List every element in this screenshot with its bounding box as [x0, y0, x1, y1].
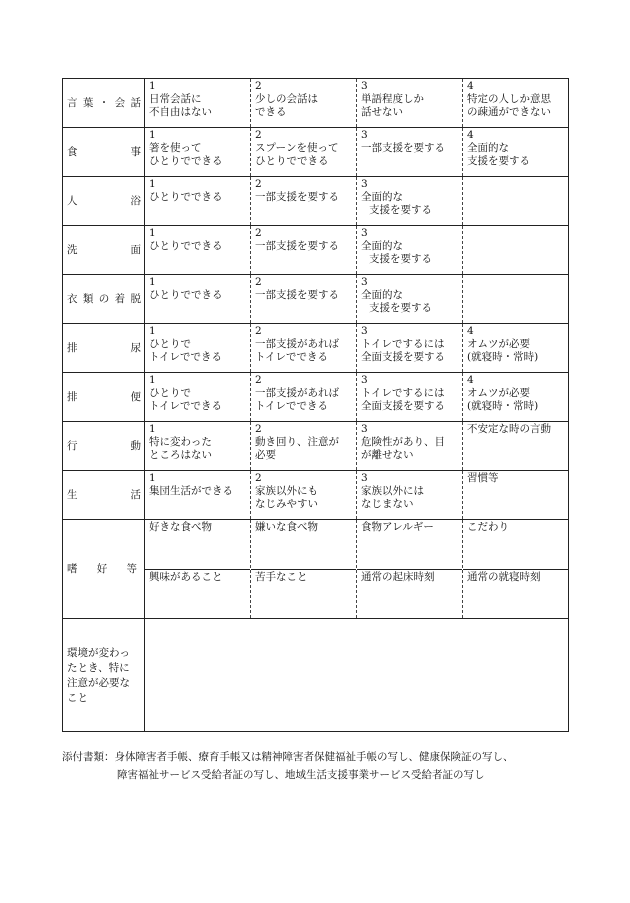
- label-char: 脱: [130, 293, 141, 305]
- option-cell: [463, 422, 569, 471]
- attachments-note: [62, 748, 582, 784]
- option-text: が離せない: [361, 449, 414, 461]
- option-text: 特定の人しか意思: [467, 93, 551, 105]
- option-cell: [357, 373, 463, 422]
- pref-food-allergy: 食物アレルギー: [361, 521, 434, 533]
- environment-label: [63, 619, 145, 732]
- option-number: 2: [255, 276, 262, 288]
- option-text: 家族以外には: [361, 485, 424, 497]
- label-char: 会: [114, 97, 126, 109]
- option-cell: [145, 373, 251, 422]
- option-text: 不自由はない: [149, 106, 212, 118]
- attachments-line-2: 障害福祉サービス受給者証の写し、地域生活支援事業サービス受給者証の写し: [117, 769, 485, 781]
- option-cell: [251, 128, 357, 177]
- table-row: [63, 275, 569, 324]
- row-label-text: [67, 489, 141, 502]
- label-char: 動: [130, 440, 141, 452]
- option-number: 3: [361, 325, 368, 337]
- option-text: 習慣等: [467, 472, 499, 484]
- option-number: 1: [149, 80, 156, 92]
- option-text: 全面支援を要する: [361, 351, 445, 363]
- option-cell: [251, 226, 357, 275]
- option-cell: [357, 275, 463, 324]
- option-cell: [463, 128, 569, 177]
- option-number: 4: [467, 129, 474, 141]
- label-char: 生: [67, 489, 78, 501]
- label-char: 類: [82, 293, 94, 305]
- row-label-text: [67, 391, 141, 404]
- table-row: [63, 422, 569, 471]
- pref-cell-4: [463, 520, 569, 619]
- option-text: 家族以外にも: [255, 485, 318, 497]
- option-number: 1: [149, 325, 156, 337]
- option-number: 3: [361, 129, 368, 141]
- label-char: 葉: [82, 97, 94, 109]
- option-cell: [251, 177, 357, 226]
- table-row: [63, 324, 569, 373]
- option-cell: [251, 79, 357, 128]
- option-number: 1: [149, 129, 156, 141]
- option-number: 4: [467, 80, 474, 92]
- option-text: 一部支援を要する: [255, 191, 339, 203]
- pref-wake-time: 通常の起床時刻: [361, 571, 435, 583]
- option-cell: [357, 128, 463, 177]
- option-number: 4: [467, 325, 474, 337]
- option-number: 2: [255, 472, 262, 484]
- option-number: 1: [149, 276, 156, 288]
- row-label-text: [67, 146, 141, 159]
- option-number: 1: [149, 472, 156, 484]
- pref-particularity: こだわり: [467, 521, 509, 533]
- option-text: ひとりで: [149, 338, 191, 350]
- option-cell: [357, 422, 463, 471]
- option-text: できる: [255, 106, 287, 118]
- option-text: 一部支援があれば: [255, 338, 339, 350]
- option-cell: [145, 226, 251, 275]
- table-row: [63, 79, 569, 128]
- option-number: 1: [149, 227, 156, 239]
- env-label-line: 注意が必要な: [67, 676, 130, 689]
- option-number: 1: [149, 423, 156, 435]
- option-text: 集団生活ができる: [149, 485, 233, 497]
- option-text: の疎通ができない: [467, 106, 551, 118]
- row-label: [63, 373, 145, 422]
- option-text: ひとりで: [149, 387, 191, 399]
- option-text: 全面的な: [361, 289, 403, 301]
- option-text: 特に変わった: [149, 436, 212, 448]
- row-label-text: [67, 342, 141, 355]
- table-row: [63, 226, 569, 275]
- env-label-line: こと: [67, 691, 88, 704]
- pref-cell-1: [145, 520, 251, 619]
- row-label: [63, 177, 145, 226]
- option-text: 全面的な: [467, 142, 509, 154]
- option-cell: [251, 471, 357, 520]
- label-char: 浴: [130, 195, 141, 207]
- option-number: 2: [255, 423, 262, 435]
- preferences-row: [63, 520, 569, 619]
- option-text: ひとりでできる: [149, 240, 223, 252]
- option-text: 不安定な時の言動: [467, 423, 551, 435]
- option-text: 支援を要する: [369, 253, 432, 265]
- row-label-text: [67, 440, 141, 453]
- option-text: 必要: [255, 449, 276, 461]
- row-label-text: [67, 293, 141, 306]
- option-text: 箸を使って: [149, 142, 202, 154]
- row-label-text: [67, 244, 141, 257]
- option-cell: [463, 471, 569, 520]
- option-cell: [145, 79, 251, 128]
- option-text: 話せない: [361, 106, 403, 118]
- option-text: オムツが必要: [467, 387, 530, 399]
- option-text: ひとりでできる: [149, 155, 223, 167]
- row-label-text: [67, 97, 141, 110]
- environment-row: [63, 619, 569, 732]
- env-label-line: 環境が変わっ: [67, 646, 130, 659]
- option-text: (就寝時・常時): [467, 351, 539, 363]
- option-number: 1: [149, 374, 156, 386]
- option-text: 支援を要する: [467, 155, 530, 167]
- label-char: 着: [114, 293, 126, 305]
- option-text: スプーンを使って: [255, 142, 339, 154]
- option-text: ところはない: [149, 449, 212, 461]
- option-number: 2: [255, 178, 262, 190]
- option-text: トイレでするには: [361, 338, 445, 350]
- label-char: の: [98, 293, 110, 305]
- option-number: 3: [361, 178, 368, 190]
- label-char: 便: [130, 391, 141, 403]
- row-label: [63, 324, 145, 373]
- pref-favorite-food: 好きな食べ物: [149, 521, 212, 533]
- table-row: [63, 177, 569, 226]
- pref-sleep-time: 通常の就寝時刻: [467, 571, 541, 583]
- option-text: 少しの会話は: [255, 93, 318, 105]
- preferences-label: [63, 520, 145, 619]
- label-char: 排: [67, 391, 78, 403]
- option-text: 一部支援を要する: [255, 289, 339, 301]
- label-char: 活: [130, 489, 141, 501]
- option-cell: [357, 324, 463, 373]
- pref-cell-2: [251, 520, 357, 619]
- option-cell: [145, 324, 251, 373]
- option-number: 3: [361, 227, 368, 239]
- option-number: 4: [467, 374, 474, 386]
- row-label-text: [67, 195, 141, 208]
- option-number: 2: [255, 227, 262, 239]
- option-number: 2: [255, 80, 262, 92]
- label-char: 排: [67, 342, 78, 354]
- option-text: (就寝時・常時): [467, 400, 539, 412]
- option-number: 2: [255, 325, 262, 337]
- row-label: [63, 226, 145, 275]
- table-row: [63, 471, 569, 520]
- pref-cell-3: [357, 520, 463, 619]
- option-number: 1: [149, 178, 156, 190]
- option-text: トイレでできる: [149, 351, 222, 363]
- option-cell: [357, 177, 463, 226]
- label-char: ・: [98, 97, 110, 109]
- option-cell: [145, 471, 251, 520]
- option-number: 3: [361, 374, 368, 386]
- option-text: 一部支援を要する: [255, 240, 339, 252]
- pref-disliked-food: 嫌いな食べ物: [255, 521, 318, 533]
- option-cell: [463, 79, 569, 128]
- option-text: なじまない: [361, 498, 414, 510]
- label-char: 人: [67, 195, 78, 207]
- option-text: 日常会話に: [149, 93, 202, 105]
- label-char: 行: [67, 440, 78, 452]
- label-char: 等: [126, 563, 137, 575]
- rows-body: [63, 79, 569, 520]
- label-char: 話: [130, 97, 141, 109]
- option-cell: [145, 422, 251, 471]
- row-label: [63, 422, 145, 471]
- env-label-line: たとき、特に: [67, 661, 130, 674]
- option-number: 3: [361, 80, 368, 92]
- option-text: 危険性があり、目: [361, 436, 445, 448]
- option-cell: [357, 79, 463, 128]
- label-char: 洗: [67, 244, 78, 256]
- option-text: 全面的な: [361, 191, 403, 203]
- label-char: 事: [130, 146, 141, 158]
- option-text: ひとりでできる: [149, 289, 223, 301]
- option-text: 単語程度しか: [361, 93, 424, 105]
- option-cell: [251, 275, 357, 324]
- option-text: トイレでできる: [255, 400, 328, 412]
- label-char: 面: [130, 244, 141, 256]
- label-char: 言: [67, 97, 78, 109]
- pref-weak-points: 苦手なこと: [255, 571, 308, 583]
- option-cell: [251, 422, 357, 471]
- option-number: 2: [255, 374, 262, 386]
- attachments-line-1: 添付書類：身体障害者手帳、療育手帳又は精神障害者保健福祉手帳の写し、健康保険証の写し、: [62, 751, 514, 763]
- option-number: 3: [361, 276, 368, 288]
- pref-interests: 興味があること: [149, 571, 223, 583]
- option-cell: [463, 177, 569, 226]
- environment-notes-field[interactable]: [145, 619, 569, 732]
- option-text: 全面支援を要する: [361, 400, 445, 412]
- option-cell: [463, 373, 569, 422]
- option-cell: [251, 373, 357, 422]
- option-text: ひとりでできる: [149, 191, 223, 203]
- option-cell: [357, 226, 463, 275]
- label-char: 食: [67, 146, 78, 158]
- option-text: トイレでするには: [361, 387, 445, 399]
- option-text: 動き回り、注意が: [255, 436, 339, 448]
- option-text: 支援を要する: [369, 302, 432, 314]
- option-number: 3: [361, 472, 368, 484]
- option-text: なじみやすい: [255, 498, 318, 510]
- option-text: トイレでできる: [255, 351, 328, 363]
- option-cell: [463, 226, 569, 275]
- option-number: 3: [361, 423, 368, 435]
- label-char: 尿: [130, 342, 141, 354]
- table-row: [63, 128, 569, 177]
- option-text: ひとりでできる: [255, 155, 329, 167]
- label-char: 嗜: [67, 563, 78, 575]
- option-cell: [145, 275, 251, 324]
- label-char: 衣: [67, 293, 78, 305]
- row-label: [63, 275, 145, 324]
- option-cell: [145, 177, 251, 226]
- option-cell: [463, 275, 569, 324]
- option-cell: [463, 324, 569, 373]
- option-text: オムツが必要: [467, 338, 530, 350]
- table-row: [63, 373, 569, 422]
- option-cell: [145, 128, 251, 177]
- option-text: 一部支援を要する: [361, 142, 445, 154]
- assessment-table: [62, 78, 569, 732]
- option-text: 支援を要する: [369, 204, 432, 216]
- row-label: [63, 79, 145, 128]
- option-cell: [357, 471, 463, 520]
- option-text: 一部支援があれば: [255, 387, 339, 399]
- option-text: トイレでできる: [149, 400, 222, 412]
- option-text: 全面的な: [361, 240, 403, 252]
- row-label: [63, 471, 145, 520]
- label-char: 好: [96, 563, 108, 575]
- option-cell: [251, 324, 357, 373]
- option-number: 2: [255, 129, 262, 141]
- row-label: [63, 128, 145, 177]
